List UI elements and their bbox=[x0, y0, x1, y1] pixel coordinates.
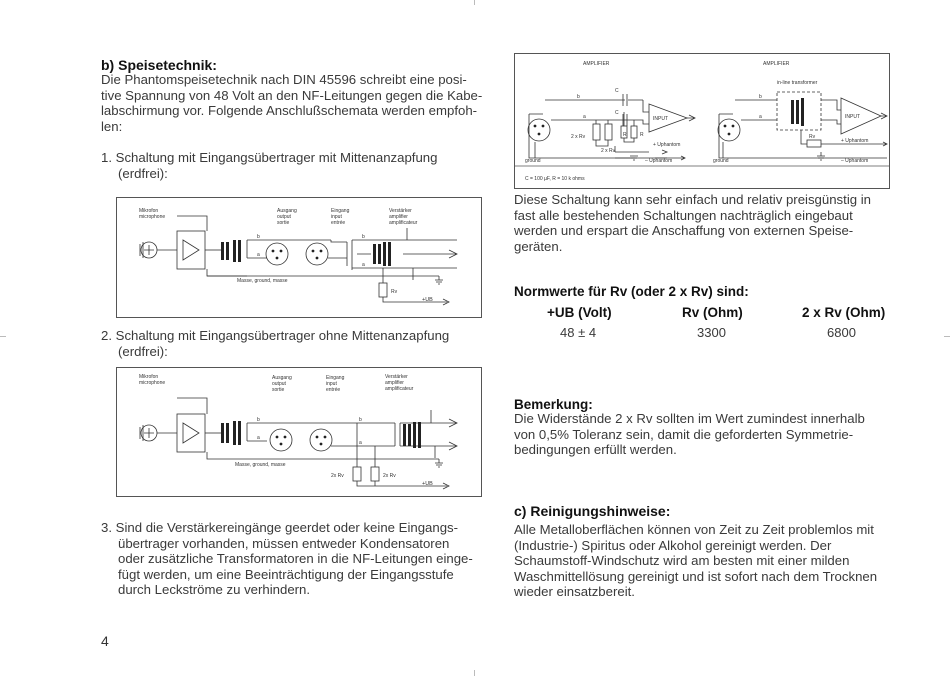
label-uphantom-plus-right: + Uphantom bbox=[841, 138, 869, 144]
label-b: b bbox=[362, 234, 365, 240]
table-header: +UB (Volt) bbox=[547, 305, 612, 320]
label-out-en: output bbox=[277, 214, 291, 220]
section-b-title: b) Speisetechnik: bbox=[101, 57, 217, 73]
label-out-fr: sortie bbox=[277, 220, 290, 226]
label-ground: Masse, ground, masse bbox=[235, 462, 286, 468]
label-out-fr: sortie bbox=[272, 387, 285, 393]
label-ground-left: ground bbox=[525, 158, 541, 164]
label-in-en: input bbox=[331, 214, 342, 220]
list-item-3 bbox=[101, 520, 473, 598]
text-line: Waschmittellösung gereinigt und ist sofort nach dem Trocknen bbox=[514, 568, 878, 584]
label-in: Eingang bbox=[331, 208, 350, 214]
label-c: C bbox=[615, 110, 619, 116]
crop-mark bbox=[474, 670, 475, 676]
label-amplifier-right: AMPLIFIER bbox=[763, 61, 790, 67]
text-line: (erdfrei): bbox=[118, 343, 168, 359]
text-line: wieder einsatzbereit. bbox=[514, 584, 635, 600]
text-line: tive Spannung von 48 Volt an den NF-Leitungen gegen die Kabe- bbox=[101, 87, 483, 103]
text-line: (erdfrei): bbox=[118, 165, 168, 181]
text-line: len: bbox=[101, 118, 123, 134]
label-ub: +UB bbox=[422, 481, 433, 487]
label-ground: Masse, ground, masse bbox=[237, 278, 288, 284]
note-paragraph bbox=[514, 411, 865, 458]
label-rv: Rv bbox=[809, 134, 816, 140]
label-mic: Mikrofon bbox=[139, 208, 159, 214]
label-rv-left: 2x Rv bbox=[331, 473, 344, 479]
text-line: Alle Metalloberflächen können von Zeit zu Zeit problemlos mit bbox=[514, 522, 874, 537]
label-b: b bbox=[257, 417, 260, 423]
text-line: labschirmung vor. Folgende Anschlußschemata werden empfoh- bbox=[101, 103, 478, 119]
table-header: Rv (Ohm) bbox=[682, 305, 743, 320]
table-cell: 3300 bbox=[697, 325, 726, 340]
text-line: werden und erspart die Anschaffung von externen Speise- bbox=[514, 223, 854, 239]
label-mic: Mikrofon bbox=[139, 374, 159, 380]
label-amp-en: amplifier bbox=[389, 214, 408, 220]
label-2xrv: 2 x Rv bbox=[601, 148, 616, 154]
label-uphantom-minus-left: – Uphantom bbox=[645, 158, 673, 164]
label-rv-right: 2x Rv bbox=[383, 473, 396, 479]
label-amp-en: amplifier bbox=[385, 380, 404, 386]
label-ub: +UB bbox=[422, 297, 433, 303]
text-line: Schaumstoff-Windschutz wird am besten mit einer milden bbox=[514, 553, 850, 569]
text-line: fast alle bestehenden Schaltungen nachträglich eingebaut bbox=[514, 207, 853, 223]
intro-paragraph bbox=[101, 72, 482, 134]
text-line: durch Leckströme zu verhindern. bbox=[118, 582, 311, 598]
label-r: R bbox=[640, 132, 644, 138]
note-title: Bemerkung: bbox=[514, 397, 593, 412]
label-uphantom-plus-left: + Uphantom bbox=[653, 142, 681, 148]
text-line: geräten. bbox=[514, 238, 563, 254]
label-r: R bbox=[623, 132, 627, 138]
label-amp: Verstärker bbox=[389, 208, 412, 214]
label-mic-en: microphone bbox=[139, 214, 166, 220]
label-rv: Rv bbox=[391, 289, 398, 295]
text-line: Die Phantomspeisetechnik nach DIN 45596 schreibt eine posi- bbox=[101, 72, 467, 87]
page-number: 4 bbox=[101, 633, 109, 649]
label-input-left: INPUT bbox=[653, 116, 668, 122]
circuit-diagram-2 bbox=[116, 367, 482, 497]
list-item-1 bbox=[101, 150, 437, 181]
label-amp: Verstärker bbox=[385, 374, 408, 380]
norm-values-title: Normwerte für Rv (oder 2 x Rv) sind: bbox=[514, 284, 749, 299]
label-a: a bbox=[257, 435, 260, 441]
label-b: b bbox=[577, 94, 580, 100]
table-header: 2 x Rv (Ohm) bbox=[802, 305, 886, 320]
cleaning-paragraph bbox=[514, 522, 877, 600]
crop-mark bbox=[944, 336, 950, 337]
label-in-fr: entrée bbox=[326, 387, 341, 393]
section-c-title: c) Reinigungshinweise: bbox=[514, 503, 671, 519]
text-line: Die Widerstände 2 x Rv sollten im Wert zumindest innerhalb bbox=[514, 411, 865, 426]
text-line: 3. Sind die Verstärkereingänge geerdet oder keine Eingangs- bbox=[101, 520, 459, 535]
label-amp-fr: amplificateur bbox=[389, 220, 418, 226]
label-a: a bbox=[362, 262, 365, 268]
circuit-diagram-1 bbox=[116, 197, 482, 318]
label-b: b bbox=[257, 234, 260, 240]
crop-mark bbox=[474, 0, 475, 5]
label-out: Ausgang bbox=[272, 375, 292, 381]
text-line: Diese Schaltung kann sehr einfach und relativ preisgünstig in bbox=[514, 192, 872, 207]
label-2xrv: 2 x Rv bbox=[571, 134, 586, 140]
label-b: b bbox=[359, 417, 362, 423]
text-line: (Industrie-) Spiritus oder Alkohol gereinigt werden. Der bbox=[514, 537, 832, 553]
label-mic-en: microphone bbox=[139, 380, 166, 386]
text-line: fügt werden, um eine Beeinträchtigung der Eingangsstufe bbox=[118, 566, 454, 582]
table-cell: 6800 bbox=[827, 325, 856, 340]
label-out-en: output bbox=[272, 381, 286, 387]
label-c: C bbox=[615, 88, 619, 94]
text-line: von 0,5% Toleranz sein, damit die geforderten Symmetrie- bbox=[514, 426, 854, 442]
label-a: a bbox=[359, 440, 362, 446]
label-component-values: C = 100 µF, R = 10 k ohms bbox=[525, 176, 585, 182]
label-out: Ausgang bbox=[277, 208, 297, 214]
right-paragraph-1 bbox=[514, 192, 871, 254]
norm-values-table bbox=[514, 305, 894, 345]
label-a: a bbox=[583, 114, 586, 120]
list-item-2 bbox=[101, 328, 449, 359]
text-line: oder zusätzliche Transformatoren in die NF-Leitungen einge- bbox=[118, 551, 473, 567]
label-input-right: INPUT bbox=[845, 114, 860, 120]
label-amplifier-left: AMPLIFIER bbox=[583, 61, 610, 67]
label-uphantom-minus-right: – Uphantom bbox=[841, 158, 869, 164]
circuit-diagram-3 bbox=[514, 53, 890, 189]
table-cell: 48 ± 4 bbox=[560, 325, 597, 340]
text-line: 1. Schaltung mit Eingangsübertrager mit Mittenanzapfung bbox=[101, 150, 438, 165]
label-b: b bbox=[759, 94, 762, 100]
text-line: bedingungen erfüllt werden. bbox=[514, 442, 677, 458]
label-a: a bbox=[759, 114, 762, 120]
label-inline-transformer: in-line transformer bbox=[777, 80, 818, 86]
crop-mark bbox=[0, 336, 6, 337]
label-amp-fr: amplificateur bbox=[385, 386, 414, 392]
label-in-fr: entrée bbox=[331, 220, 346, 226]
label-in-en: input bbox=[326, 381, 337, 387]
label-a: a bbox=[257, 252, 260, 258]
text-line: 2. Schaltung mit Eingangsübertrager ohne Mittenanzapfung bbox=[101, 328, 450, 343]
label-in: Eingang bbox=[326, 375, 345, 381]
label-ground-right: ground bbox=[713, 158, 729, 164]
text-line: übertrager vorhanden, müssen entweder Kondensatoren bbox=[118, 535, 450, 551]
